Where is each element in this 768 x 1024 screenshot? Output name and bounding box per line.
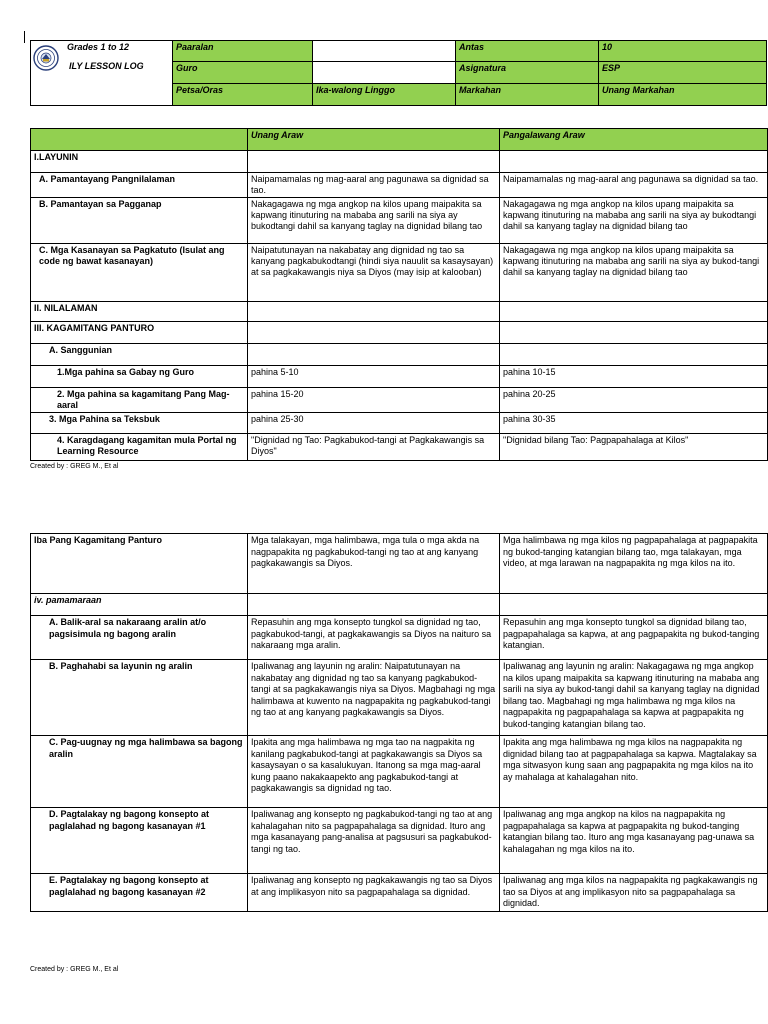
row-day2: Naipamamalas ng mag-aaral ang pagunawa sa dignidad sa tao. bbox=[500, 173, 768, 198]
row-label: A. Pamantayang Pangnilalaman bbox=[31, 173, 248, 198]
row-day1 bbox=[248, 594, 500, 616]
row-label: B. Paghahabi sa layunin ng aralin bbox=[31, 660, 248, 736]
row-label: 1.Mga pahina sa Gabay ng Guro bbox=[31, 366, 248, 388]
row-label: 4. Karagdagang kagamitan mula Portal ng Learning Resource bbox=[31, 434, 248, 461]
table-row bbox=[31, 173, 768, 198]
row-day2: Ipakita ang mga halimbawa ng mga kilos na nagpapakita ng dignidad bilang tao at pagpapahalaga sa kapwa. Magtalakay sa mga sitwasyon kung saan ang pagpapakita ng mga kilos na ito ay mahalaga at kahalagahan nito. bbox=[500, 736, 768, 808]
row-day2: Ipaliwanag ang layunin ng aralin: Nakagagawa ng mga angkop na kilos upang maipakita sa kapwang itinuturing na mababa ang sarili na siya ay bukod-tangi dahil sa kanyang taglay na dignidad bilang tao. Magbahagi ng mga halimbawa ng mga kilos na nagpapakita ng pagpapahalaga sa kapwa at pagpapakita ng bukod-tanging katangian bilang tao. bbox=[500, 660, 768, 736]
header-label-markahan: Markahan bbox=[456, 84, 599, 105]
row-day1 bbox=[248, 151, 500, 173]
lesson-log-header bbox=[30, 40, 767, 106]
row-day1: Nakagagawa ng mga angkop na kilos upang maipakita sa kapwang itinuturing na mababa ang sarili na siya ay bukodtangi dahil sa kanyang taglay na dignidad bilang tao bbox=[248, 198, 500, 244]
row-label: E. Pagtalakay ng bagong konsepto at paglalahad ng bagong kasanayan #2 bbox=[31, 874, 248, 912]
table-row bbox=[31, 344, 768, 366]
row-day1: pahina 5-10 bbox=[248, 366, 500, 388]
row-day2: Ipaliwanag ang mga kilos na nagpapakita ng pagkakawangis ng tao sa Diyos at ang implikasyon nito sa pagpapahalaga sa dignidad. bbox=[500, 874, 768, 912]
row-day2: pahina 30-35 bbox=[500, 413, 768, 434]
row-day2: Mga halimbawa ng mga kilos ng pagpapahalaga at pagpapakita ng bukod-tanging katangian bilang tao, mga talakayan, mga video, at mga larawan na nagpapakita ng mga kilos na ito. bbox=[500, 534, 768, 594]
header-label-paaralan: Paaralan bbox=[173, 41, 313, 62]
table-row bbox=[31, 534, 768, 594]
header-label-guro: Guro bbox=[173, 62, 313, 84]
row-label: 3. Mga Pahina sa Teksbuk bbox=[31, 413, 248, 434]
table-row bbox=[31, 594, 768, 616]
header-value-petsa: Ika-walong Linggo bbox=[313, 84, 456, 105]
row-day2 bbox=[500, 594, 768, 616]
row-label: C. Pag-uugnay ng mga halimbawa sa bagong aralin bbox=[31, 736, 248, 808]
row-day1 bbox=[248, 322, 500, 344]
text-cursor bbox=[24, 31, 25, 43]
table-row bbox=[31, 151, 768, 173]
row-day1: Ipaliwanag ang konsepto ng pagkakawangis ng tao sa Diyos at ang implikasyon nito sa pagpapahalaga sa dignidad. bbox=[248, 874, 500, 912]
row-day2: Nakagagawa ng mga angkop na kilos upang maipakita sa kapwang itinuturing na mababa ang sarili na siya ay bukod-tangi dahil sa kanyang taglay na dignidad bilang tao bbox=[500, 244, 768, 302]
row-label: C. Mga Kasanayan sa Pagkatuto (Isulat ang code ng bawat kasanayan) bbox=[31, 244, 248, 302]
header-logo-cell bbox=[31, 41, 173, 105]
header-value-asignatura: ESP bbox=[599, 62, 766, 84]
table-row bbox=[31, 322, 768, 344]
row-day2: pahina 20-25 bbox=[500, 388, 768, 413]
deped-seal-icon bbox=[33, 45, 59, 71]
row-label: A. Balik-aral sa nakaraang aralin at/o pagsisimula ng bagong aralin bbox=[31, 616, 248, 660]
row-day1: pahina 15-20 bbox=[248, 388, 500, 413]
row-day2: Ipaliwanag ang mga angkop na kilos na nagpapakita ng pagpapahalaga sa kapwa at pagpapakita ng bukod-tanging katangian bilang tao. Ituro ang mga kasanayang pag-unawa sa kahalagahan ng mga kilos na ito. bbox=[500, 808, 768, 874]
row-day1: Ipakita ang mga halimbawa ng mga tao na nagpakita ng kanilang pagkabukod-tangi at pagkakawangis sa Diyos sa kasaysayan o sa kasalukuyan. Itanong sa mga mag-aaral kung paano nakakaapekto ang pagkabukod-tangi at pagkakawangis sa dignidad ng tao. bbox=[248, 736, 500, 808]
table-row bbox=[31, 388, 768, 413]
row-label: II. NILALAMAN bbox=[31, 302, 248, 322]
lesson-table-1 bbox=[30, 128, 768, 461]
row-day1 bbox=[248, 302, 500, 322]
row-day2 bbox=[500, 151, 768, 173]
table-row bbox=[31, 808, 768, 874]
row-label: Iba Pang Kagamitang Panturo bbox=[31, 534, 248, 594]
row-day2 bbox=[500, 322, 768, 344]
table-row bbox=[31, 736, 768, 808]
header-value-guro bbox=[313, 62, 456, 84]
row-day1: Ipaliwanag ang konsepto ng pagkabukod-tangi ng tao at ang kahalagahan nito sa pagpapahalaga sa dignidad. Ituro ang mga kasanayang pang-analisa at pagsusuri sa pagkabukod-tangi ng tao. bbox=[248, 808, 500, 874]
lesson-table-2 bbox=[30, 533, 768, 912]
row-day1: Naipatutunayan na nakabatay ang dignidad ng tao sa kanyang pagkabukodtangi (hindi siya nauulit sa kasaysayan) at sa pagkakawangis niya sa Diyos (may isip at kalooban) bbox=[248, 244, 500, 302]
row-day1: Repasuhin ang mga konsepto tungkol sa dignidad ng tao, pagkabukod-tangi, at pagkakawangis sa Diyos na naituro sa nakaraang mga aralin. bbox=[248, 616, 500, 660]
header-log-title: ILY LESSON LOG bbox=[69, 61, 144, 71]
row-day1 bbox=[248, 344, 500, 366]
header-label-petsa: Petsa/Oras bbox=[173, 84, 313, 105]
table-row bbox=[31, 413, 768, 434]
row-day2 bbox=[500, 302, 768, 322]
table-row bbox=[31, 434, 768, 461]
row-day2 bbox=[500, 344, 768, 366]
row-label: iv. pamamaraan bbox=[31, 594, 248, 616]
table-row bbox=[31, 198, 768, 244]
table-row bbox=[31, 302, 768, 322]
footer-credit: Created by : GREG M., Et al bbox=[30, 966, 119, 973]
row-label: B. Pamantayan sa Pagganap bbox=[31, 198, 248, 244]
row-day1: Ipaliwanag ang layunin ng aralin: Naipatutunayan na nakabatay ang dignidad ng tao sa kanyang pagkabukod-tangi at sa pagkakawangis niya sa Diyos. Magbahagi ng mga halimbawa at kuwento na nagpapakita ng pagkabukod-tangi ng tao at ang kanyang pagkakawangis sa Diyos. bbox=[248, 660, 500, 736]
row-day2: pahina 10-15 bbox=[500, 366, 768, 388]
header-value-markahan: Unang Markahan bbox=[599, 84, 766, 105]
table-row bbox=[31, 660, 768, 736]
table-row bbox=[31, 366, 768, 388]
row-day1: Mga talakayan, mga halimbawa, mga tula o mga akda na nagpapakita ng pagkabukod-tangi ng tao at ang kanyang pagkakawangis sa Diyos. bbox=[248, 534, 500, 594]
row-day1: pahina 25-30 bbox=[248, 413, 500, 434]
table-header-cell bbox=[31, 129, 248, 151]
header-value-antas: 10 bbox=[599, 41, 766, 62]
table-row bbox=[31, 616, 768, 660]
footer-credit: Created by : GREG M., Et al bbox=[30, 463, 119, 470]
header-grades: Grades 1 to 12 bbox=[67, 42, 130, 52]
row-label: 2. Mga pahina sa kagamitang Pang Mag-aaral bbox=[31, 388, 248, 413]
header-label-asignatura: Asignatura bbox=[456, 62, 599, 84]
row-day2: "Dignidad bilang Tao: Pagpapahalaga at Kilos" bbox=[500, 434, 768, 461]
row-label: I.LAYUNIN bbox=[31, 151, 248, 173]
header-label-antas: Antas bbox=[456, 41, 599, 62]
row-day2: Repasuhin ang mga konsepto tungkol sa dignidad bilang tao, pagpapahalaga sa kapwa, at ang pagpapakita ng bukod-tanging katangian. bbox=[500, 616, 768, 660]
table-row bbox=[31, 244, 768, 302]
row-label: D. Pagtalakay ng bagong konsepto at paglalahad ng bagong kasanayan #1 bbox=[31, 808, 248, 874]
header-value-paaralan bbox=[313, 41, 456, 62]
table-header-pangalawang-araw: Pangalawang Araw bbox=[500, 129, 768, 151]
row-label: A. Sanggunian bbox=[31, 344, 248, 366]
table-row bbox=[31, 874, 768, 912]
table-header-unang-araw: Unang Araw bbox=[248, 129, 500, 151]
table-header-row bbox=[31, 129, 768, 151]
row-day1: Naipamamalas ng mag-aaral ang pagunawa sa dignidad sa tao. bbox=[248, 173, 500, 198]
row-day1: "Dignidad ng Tao: Pagkabukod-tangi at Pagkakawangis sa Diyos" bbox=[248, 434, 500, 461]
header-grid bbox=[173, 41, 766, 105]
row-label: III. KAGAMITANG PANTURO bbox=[31, 322, 248, 344]
row-day2: Nakagagawa ng mga angkop na kilos upang maipakita sa kapwang itinuturing na mababa ang sarili na siya ay bukodtangi dahil sa kanyang taglay na dignidad bilang tao bbox=[500, 198, 768, 244]
